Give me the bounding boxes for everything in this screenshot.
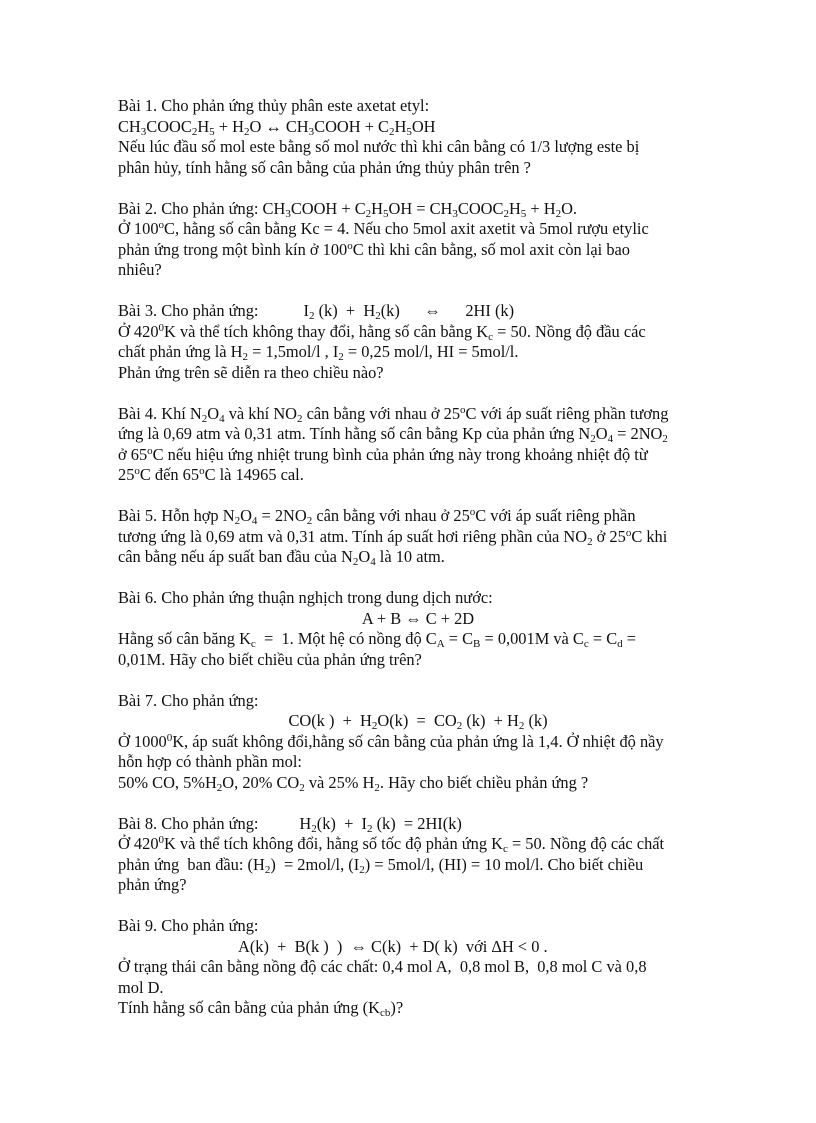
- exercise-7-equation: CO(k ) + $H_2O(k) = CO_2$ $(k) + H_2$ (k): [288, 711, 548, 732]
- exercise-5-text: cân bằng nếu áp suất ban đầu của $N_2O_4$ là 10 atm.: [118, 547, 445, 568]
- exercise-4-text: ứng là 0,69 atm và 0,31 atm. Tính hằng số cân bằng Kp của phản ứng $N_2O_4 = 2NO_2$: [118, 424, 668, 445]
- exercise-3-text: Phản ứng trên sẽ diễn ra theo chiều nào?: [118, 362, 384, 382]
- exercise-9-text: mol D.: [118, 977, 164, 997]
- exercise-7-title: Bài 7. Cho phản ứng:: [118, 690, 259, 710]
- exercise-4-text: 25$^o$C đến 65$^o$C là 14965 cal.: [118, 465, 304, 484]
- exercise-1: [118, 96, 718, 178]
- exercise-9-text: Tính hằng số cân bằng của phản ứng $(K_{cb})$?: [118, 998, 404, 1019]
- exercise-6-text: 0,01M. Hãy cho biết chiều của phản ứng trên?: [118, 649, 422, 669]
- exercise-1-title: Bài 1. Cho phản ứng thủy phân este axetat etyl:: [118, 96, 430, 115]
- exercise-2-title: Bài 2. Cho phản ứng: $CH_3COOH + C_2H_5OH$ = $CH_3COOC_2H_5 + H_2O$.: [118, 198, 577, 220]
- exercise-9-text: Ở trạng thái cân bằng nồng độ các chất: 0,4 mol A, 0,8 mol B, 0,8 mol C và 0,8: [118, 957, 647, 976]
- exercise-8-text: phản ứng ban đầu: $(H_2) = 2mol/l$, $(I_2) = 5mol/l$, (HI) = 10 mol/l. Cho biết chiều: [118, 854, 644, 876]
- exercise-8-text: Ở $420^0K$ và thể tích không đổi, hằng số tốc độ phản ứng $K_c = 50$. Nồng độ các chất: [118, 834, 665, 855]
- exercise-6-equation: A + B ⇔ C + 2D: [361, 608, 475, 628]
- exercise-5: [118, 506, 718, 568]
- exercise-8-title: Bài 8. Cho phản ứng: $H_2(k) + I_2$ (k) = 2HI(k): [118, 813, 462, 835]
- exercise-7-text: Ở 1000$^0$K, áp suất không đổi,hằng số cân bằng của phản ứng là 1,4. Ở nhiệt độ nầy: [118, 731, 664, 751]
- exercise-9: [118, 916, 718, 1019]
- exercise-7-text: hỗn hợp có thành phần mol:: [118, 752, 302, 771]
- exercise-6-text: Hằng số cân băng $K_c = 1$. Một hệ có nồng độ $C_A = C_B = 0,001M$ và $C_c = C_d$ =: [118, 629, 636, 650]
- exercise-2-text: Ở 100$^o$C, hằng số cân bằng Kc = 4. Nếu cho 5mol axit axetit và 5mol rượu etylic: [118, 219, 649, 238]
- exercise-9-title: Bài 9. Cho phản ứng:: [118, 916, 259, 935]
- exercise-9-equation: A(k) + B(k ) ) ⇔ C(k) + D( k) với ΔH < 0 .: [238, 936, 548, 956]
- exercise-3-text: chất phản ứng là $H_2 = 1,5mol/l$ , $I_2 = 0,25$ mol/l, HI = 5mol/l.: [118, 342, 519, 363]
- exercise-4-title: Bài 4. Khí $N_2O_4$ và khí $NO_2$ cân bằng với nhau ở 25$^o$C với áp suất riêng phần tương: [118, 403, 669, 425]
- exercise-2-text: phản ứng trong một bình kín ở 100$^o$C thì khi cân bằng, số mol axit còn lại bao: [118, 239, 630, 259]
- exercise-3: [118, 301, 718, 383]
- exercise-6-title: Bài 6. Cho phản ứng thuận nghịch trong dung dịch nước:: [118, 588, 493, 607]
- exercise-4: [118, 404, 718, 486]
- exercise-1-text: phân hủy, tính hằng số cân bằng của phản ứng thủy phân trên ?: [118, 157, 531, 177]
- exercise-5-text: tương ứng là 0,69 atm và 0,31 atm. Tính áp suất hơi riêng phần của $NO_2$ ở 25$^o$C khi: [118, 526, 668, 548]
- exercise-5-title: Bài 5. Hỗn hợp $N_2O_4 = 2NO_2$ cân bằng với nhau ở 25$^o$C với áp suất riêng phần: [118, 506, 636, 527]
- exercise-2: [118, 199, 718, 281]
- exercise-3-title: Bài 3. Cho phản ứng: $I_2$ $(k) + H_2(k)$ ⇔ 2HI (k): [118, 301, 515, 322]
- exercise-8: [118, 814, 718, 896]
- exercise-8-text: phản ứng?: [118, 875, 187, 894]
- exercise-3-text: Ở $420^0K$ và thể tích không thay đổi, hằng số cân bằng $K_c = 50$. Nồng độ đầu các: [118, 321, 646, 343]
- exercise-2-text: nhiêu?: [118, 260, 162, 279]
- exercise-1-text: Nếu lúc đầu số mol este bằng số mol nước thì khi cân bằng có 1/3 lượng este bị: [118, 137, 640, 156]
- exercise-6: [118, 588, 718, 670]
- exercise-4-text: ở 65$^o$C nếu hiệu ứng nhiệt trung bình của phản ứng này trong khoảng nhiệt độ từ: [118, 444, 648, 464]
- exercise-1-equation: $CH_3COOC_2H_5 + H_2O$ ↔ $CH_3COOH + C_2H_5OH$: [118, 116, 436, 138]
- exercise-7-text: 50% CO, $5\%H_2O$, 20% $CO_2$ và 25% $H_2$. Hãy cho biết chiều phản ứng ?: [118, 772, 589, 794]
- document-page: [118, 96, 718, 1039]
- exercise-7: [118, 691, 718, 794]
